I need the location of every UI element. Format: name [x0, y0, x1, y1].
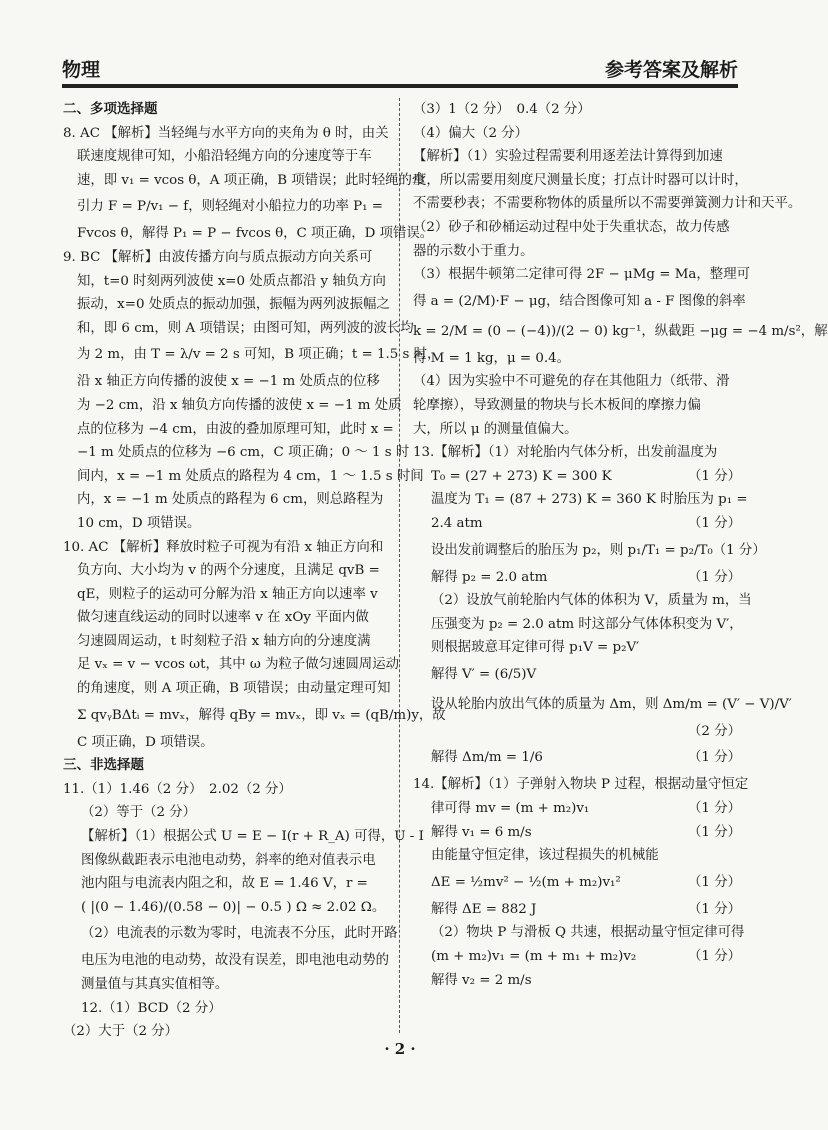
text-line: 为 2 m，由 T = λ/v = 2 s 可知，B 项正确；t = 1.5 s 时，	[77, 347, 441, 363]
scored-line	[413, 566, 743, 590]
right-column	[413, 98, 828, 992]
text-line: （2）砂子和砂桶运动过程中处于失重状态，故力传感	[413, 219, 730, 235]
text-line: 为 −2 cm，沿 x 轴负方向传播的波使 x = −1 m 处质	[77, 397, 402, 413]
text-line: （4）因为实验中不可避免的存在其他阻力（纸带、滑	[413, 374, 730, 390]
score-mark: （2 分）	[688, 723, 741, 739]
text-line: 速，即 v₁ = vcos θ，A 项正确，B 项错误；此时轻绳的牵	[77, 172, 426, 188]
page-number: · 2 ·	[384, 1040, 416, 1058]
text-line: 做匀速直线运动的同时以速率 v 在 xOy 平面内做	[77, 610, 369, 626]
header-rule	[62, 84, 738, 88]
text-line: 得 M = 1 kg，μ = 0.4。	[413, 350, 571, 366]
text-line: 设从轮胎内放出气体的质量为 Δm，则 Δm/m = (V′ − V)/V′	[431, 696, 792, 712]
text-line: （2）大于（2 分）	[63, 1024, 179, 1040]
text-line: （2）等于（2 分）	[81, 805, 197, 821]
text-line: 引力 F = P/v₁ − f，则轻绳对小船拉力的功率 P₁ =	[77, 199, 384, 215]
text-line: 2.4 atm	[431, 515, 483, 531]
text-line: 8. AC 【解析】当轻绳与水平方向的夹角为 θ 时，由关	[63, 125, 389, 141]
text-line: Σ qvᵧBΔtᵢ = mvₓ，解得 qBy = mvₓ，即 vₓ = (qB/m)y，故	[77, 707, 446, 723]
score-mark: （1 分）	[688, 750, 741, 766]
text-line: 点的位移为 −4 cm，由波的叠加原理可知，此时 x =	[77, 421, 394, 437]
text-line: 解得 v₂ = 2 m/s	[431, 972, 532, 988]
text-line: 9. BC 【解析】由波传播方向与质点振动方向关系可	[63, 249, 373, 265]
subject-title: 物理	[62, 59, 101, 81]
text-line: 轮摩擦），导致测量的物块与长木板间的摩擦力偏	[413, 397, 701, 413]
text-line: Fvcos θ，解得 P₁ = P − fvcos θ，C 项正确，D 项错误。	[77, 226, 434, 242]
text-line: 【解析】（1）实验过程需要利用逐差法计算得到加速	[413, 149, 723, 165]
scored-line	[413, 536, 766, 566]
text-line: 测量值与其真实值相等。	[81, 977, 229, 992]
score-mark-line	[413, 720, 743, 744]
text-line: (m + m₂)v₁ = (m + m₁ + m₂)v₂	[431, 949, 637, 965]
text-line: 13.【解析】（1）对轮胎内气体分析，出发前温度为	[413, 445, 718, 461]
left-column	[63, 98, 446, 1044]
scored-line	[413, 898, 743, 922]
score-mark: （1 分）	[688, 874, 741, 890]
text-line: （2）设放气前轮胎内气体的体积为 V，质量为 m，当	[431, 593, 752, 609]
section-heading: 二、多项选择题	[63, 101, 158, 117]
text-line: ( |(0 − 1.46)/(0.58 − 0)| − 0.5 ) Ω ≈ 2.02 Ω。	[81, 899, 386, 915]
text-line: 沿 x 轴正方向传播的波使 x = −1 m 处质点的位移	[77, 374, 380, 390]
text-line: （4）偏大（2 分）	[413, 125, 529, 141]
text-line: 则根据玻意耳定律可得 p₁V = p₂V′	[431, 640, 640, 656]
text-line: 池内阻与电流表内阻之和，故 E = 1.46 V，r =	[81, 876, 368, 892]
text-line: 不需要秒表；不需要称物体的质量所以不需要弹簧测力计和天平。	[413, 196, 802, 212]
score-mark: （1 分）	[688, 801, 741, 817]
text-line: 解得 V′ = (6/5)V	[431, 666, 537, 682]
score-mark: （1 分）	[688, 515, 741, 531]
text-line: T₀ = (27 + 273) K = 300 K	[431, 468, 612, 484]
score-mark: （1 分）	[688, 468, 741, 484]
text-line: 和，即 6 cm，则 A 项错误；由图可知，两列波的波长均	[77, 320, 414, 336]
scored-line	[413, 945, 743, 969]
score-mark: （1 分）	[688, 824, 741, 840]
document-type: 参考答案及解析	[604, 59, 738, 81]
text-line: 由能量守恒定律，该过程损失的机械能	[431, 848, 659, 864]
scored-line	[413, 743, 743, 773]
text-line: 联速度规律可知，小船沿轻绳方向的分速度等于车	[77, 149, 372, 165]
text-line: −1 m 处质点的位移为 −6 cm，C 项正确；0 ～ 1 s 时	[77, 445, 410, 461]
text-line: qE，则粒子的运动可分解为沿 x 轴正方向以速率 v	[77, 586, 378, 602]
text-line: k = 2/M = (0 − (−4))/(2 − 0) kg⁻¹，纵截距 −μg = −4 m/s²，解	[413, 323, 828, 339]
text-line: 解得 ΔE = 882 J	[431, 901, 537, 917]
score-mark: （1 分）	[688, 569, 741, 585]
scored-line	[413, 797, 743, 821]
text-line: 解得 p₂ = 2.0 atm	[431, 569, 548, 585]
text-line: 10. AC 【解析】释放时粒子可视为有沿 x 轴正方向和	[63, 539, 384, 555]
score-mark: （1 分）	[688, 901, 741, 917]
text-line: 匀速圆周运动，t 时刻粒子沿 x 轴方向的分速度满	[77, 633, 371, 649]
scored-line	[413, 512, 743, 536]
text-line: （2）电流表的示数为零时，电流表不分压，此时开路	[81, 926, 398, 942]
score-mark: （1 分）	[688, 949, 741, 965]
text-line: 图像纵截距表示电池电动势，斜率的绝对值表示电	[81, 852, 376, 868]
text-line: ΔE = ½mv² − ½(m + m₂)v₁²	[431, 874, 621, 890]
text-line: 足 vₓ = v − vcos ωt，其中 ω 为粒子做匀速圆周运动	[77, 657, 399, 673]
text-line: 设出发前调整后的胎压为 p₂，则 p₁/T₁ = p₂/T₀	[431, 542, 713, 558]
text-line: 间内，x = −1 m 处质点的路程为 4 cm，1 ～ 1.5 s 时间	[77, 468, 424, 484]
text-line: 律可得 mv = (m + m₂)v₁	[431, 801, 590, 817]
text-line: 内，x = −1 m 处质点的路程为 6 cm，则总路程为	[77, 492, 384, 508]
text-line: 压强变为 p₂ = 2.0 atm 时这部分气体体积变为 V′，	[431, 616, 743, 632]
text-line: 知，t=0 时刻两列波使 x=0 处质点都沿 y 轴负方向	[77, 273, 386, 289]
text-line: （3）根据牛顿第二定律可得 2F − μMg = Ma，整理可	[413, 267, 750, 283]
text-line: 解得 v₁ = 6 m/s	[431, 824, 532, 840]
text-line: 电压为电池的电动势，故没有误差，即电池电动势的	[81, 953, 389, 969]
text-line: 解得 Δm/m = 1/6	[431, 750, 543, 766]
scored-line	[413, 868, 743, 898]
text-line: 10 cm，D 项错误。	[77, 515, 201, 531]
text-line: （3）1（2 分） 0.4（2 分）	[413, 102, 591, 117]
text-line: 振动，x=0 处质点的振动加强，振幅为两列波振幅之	[77, 297, 390, 313]
page-header	[62, 52, 738, 82]
text-line: 12.（1）BCD（2 分）	[81, 1000, 222, 1016]
text-line: （2）物块 P 与滑板 Q 共速，根据动量守恒定律可得	[431, 925, 745, 941]
text-line: 度，所以需要用刻度尺测量长度；打点计时器可以计时，	[413, 172, 748, 188]
scored-line	[413, 465, 743, 489]
text-line: 14.【解析】（1）子弹射入物块 P 过程，根据动量守恒定	[413, 777, 749, 793]
text-line: 负方向、大小均为 v 的两个分速度，且满足 qvB =	[77, 563, 380, 579]
text-line: 器的示数小于重力。	[413, 243, 534, 259]
text-line: 得 a = (2/M)·F − μg，结合图像可知 a - F 图像的斜率	[413, 293, 746, 309]
text-line: 的角速度，则 A 项正确，B 项错误；由动量定理可知	[77, 681, 391, 697]
text-line: 大，所以 μ 的测量值偏大。	[413, 421, 578, 437]
text-line: 温度为 T₁ = (87 + 273) K = 360 K 时胎压为 p₁ =	[431, 492, 748, 508]
text-line: 11.（1）1.46（2 分） 2.02（2 分）	[63, 781, 292, 797]
section-heading: 三、非选择题	[63, 757, 144, 774]
score-mark: （1 分）	[712, 542, 766, 558]
text-line: C 项正确，D 项错误。	[77, 734, 214, 750]
text-line: 【解析】（1）根据公式 U = E − I(r + R_A) 可得，U - I	[81, 829, 424, 845]
scored-line	[413, 821, 743, 845]
